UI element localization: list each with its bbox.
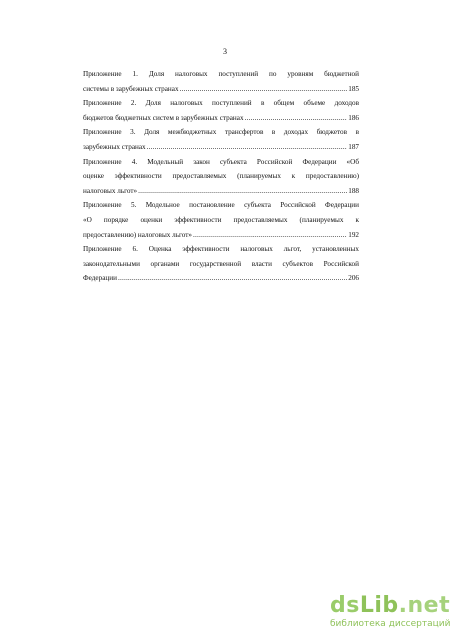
toc-entry-text: «О порядке оценки эффективности предоставляемых (планируемых к	[83, 215, 359, 224]
toc-entry-appendix-1[interactable]	[83, 67, 359, 96]
toc-entry-text: зарубежных странах	[83, 142, 146, 151]
logo-part-ds: ds	[330, 593, 360, 618]
toc-entry-last-line	[83, 184, 359, 199]
toc-entry-text: законодательными органами государственной власти субъектов Российской	[83, 259, 359, 268]
logo-part-lib: Lib	[359, 593, 399, 618]
toc-page-number: 206	[348, 274, 359, 283]
toc-entry-text: Приложение 1. Доля налоговых поступлений по уровням бюджетной	[83, 70, 359, 78]
toc-entry-text: Приложение 5. Модельное постановление субъекта Российской Федерации	[83, 201, 359, 210]
toc-page-number: 185	[348, 84, 359, 93]
toc-leader-dots	[193, 228, 347, 243]
logo-part-net: .net	[398, 593, 450, 618]
toc-entry-text: системы в зарубежных странах	[83, 84, 179, 93]
toc-page-number: 188	[348, 186, 359, 195]
toc-entry-appendix-3[interactable]	[83, 125, 359, 154]
dslib-watermark	[330, 593, 450, 629]
toc-entry-last-line	[83, 271, 359, 286]
watermark-subtitle: библиотека диссертаций	[330, 619, 450, 629]
toc-entry-appendix-5[interactable]	[83, 198, 359, 242]
toc-leader-dots	[147, 140, 348, 155]
toc-entry-text: оценке эффективности предоставляемых (планируемых к предоставлению)	[83, 172, 359, 181]
table-of-contents	[83, 67, 359, 286]
toc-entry-last-line	[83, 228, 359, 243]
dslib-logo	[330, 593, 450, 618]
toc-entry-last-line	[83, 140, 359, 155]
toc-entry-text: налоговых льгот»	[83, 186, 138, 195]
toc-leader-dots	[138, 184, 347, 199]
toc-entry-appendix-2[interactable]	[83, 96, 359, 125]
toc-entry-text: Приложение 6. Оценка эффективности налоговых льгот, установленных	[83, 245, 359, 254]
toc-leader-dots	[180, 82, 348, 97]
toc-entry-text: предоставлению) налоговых льгот»	[83, 230, 193, 239]
toc-entry-text: Приложение 3. Доля межбюджетных трансфертов в доходах бюджетов в	[83, 128, 359, 137]
toc-leader-dots	[118, 271, 347, 286]
toc-entry-appendix-6[interactable]	[83, 242, 359, 286]
toc-entry-text: Приложение 4. Модельный закон субъекта Российской Федерации «Об	[83, 157, 359, 166]
page-number: 3	[223, 47, 227, 56]
toc-leader-dots	[245, 111, 348, 126]
toc-entry-text: Приложение 2. Доля налоговых поступлений в общем объеме доходов	[83, 99, 359, 108]
toc-entry-text: Федерации	[83, 274, 117, 283]
toc-entry-text: бюджетов бюджетных систем в зарубежных странах	[83, 113, 244, 122]
toc-entry-last-line	[83, 82, 359, 97]
toc-entry-last-line	[83, 111, 359, 126]
toc-entry-appendix-4[interactable]	[83, 155, 359, 199]
toc-page-number: 187	[348, 142, 359, 151]
toc-page-number: 192	[348, 230, 359, 239]
toc-page-number: 186	[348, 113, 359, 122]
